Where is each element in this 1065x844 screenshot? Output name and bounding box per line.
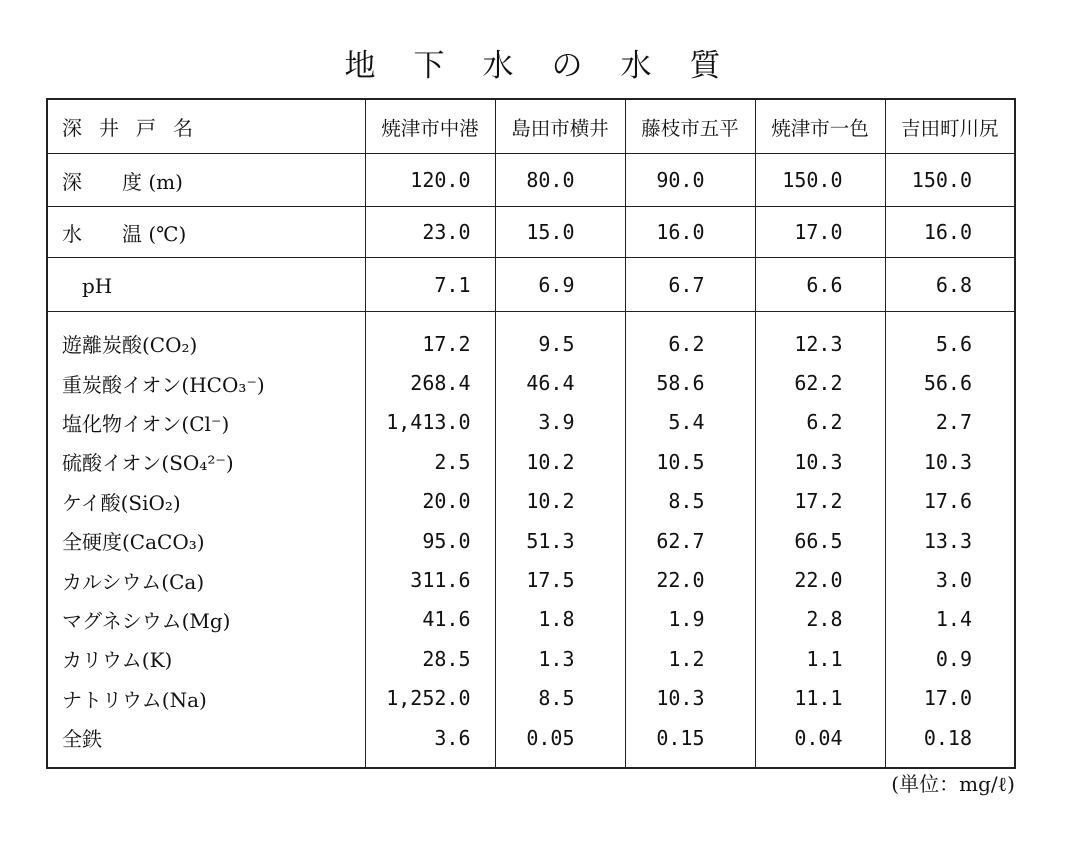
value-cell: 10.2 [495, 442, 625, 481]
site-header: 藤枝市五平 [625, 99, 755, 154]
table-row [47, 679, 1015, 718]
row-label: 遊離炭酸(CO₂) [62, 333, 198, 358]
value-cell: 1,252.0 [365, 679, 495, 718]
row-label: 硫酸イオン(SO₄²⁻) [62, 451, 234, 476]
value-cell: 20.0 [365, 482, 495, 521]
value-cell: 90.0 [625, 154, 755, 207]
value-cell: 2.8 [755, 600, 885, 639]
row-label: ナトリウム(Na) [62, 687, 207, 712]
value-cell: 23.0 [365, 207, 495, 258]
table-row [47, 442, 1015, 481]
value-cell: 5.6 [885, 312, 1015, 364]
value-cell: 2.5 [365, 442, 495, 481]
value-cell: 1.9 [625, 600, 755, 639]
site-header: 島田市横井 [495, 99, 625, 154]
row-label: 全硬度(CaCO₃) [62, 530, 205, 555]
table-row [47, 560, 1015, 599]
value-cell: 0.04 [755, 718, 885, 768]
value-cell: 268.4 [365, 363, 495, 402]
value-cell: 1.8 [495, 600, 625, 639]
value-cell: 10.3 [755, 442, 885, 481]
table-row [47, 639, 1015, 678]
site-header: 吉田町川尻 [885, 99, 1015, 154]
value-cell: 56.6 [885, 363, 1015, 402]
value-cell: 3.9 [495, 403, 625, 442]
value-cell: 11.1 [755, 679, 885, 718]
row-label: 重炭酸イオン(HCO₃⁻) [62, 372, 265, 397]
table-row [47, 207, 1015, 258]
value-cell: 3.6 [365, 718, 495, 768]
row-label: 塩化物イオン(Cl⁻) [62, 411, 230, 436]
value-cell: 10.3 [625, 679, 755, 718]
value-cell: 311.6 [365, 560, 495, 599]
row-label: pH [47, 258, 365, 312]
value-cell: 150.0 [885, 154, 1015, 207]
table-row [47, 363, 1015, 402]
row-label: カルシウム(Ca) [62, 569, 205, 594]
value-cell: 22.0 [755, 560, 885, 599]
value-cell: 46.4 [495, 363, 625, 402]
table-row [47, 403, 1015, 442]
value-cell: 10.3 [885, 442, 1015, 481]
site-header: 焼津市中港 [365, 99, 495, 154]
value-cell: 1,413.0 [365, 403, 495, 442]
value-cell: 6.6 [755, 258, 885, 312]
value-cell: 7.1 [365, 258, 495, 312]
value-cell: 1.4 [885, 600, 1015, 639]
value-cell: 80.0 [495, 154, 625, 207]
table-row [47, 482, 1015, 521]
table-row [47, 600, 1015, 639]
value-cell: 10.2 [495, 482, 625, 521]
value-cell: 6.8 [885, 258, 1015, 312]
value-cell: 15.0 [495, 207, 625, 258]
value-cell: 16.0 [625, 207, 755, 258]
page-title: 地下水の水質 [344, 48, 759, 84]
value-cell: 1.3 [495, 639, 625, 678]
row-label: カリウム(K) [62, 648, 173, 673]
value-cell: 10.5 [625, 442, 755, 481]
value-cell: 17.2 [365, 312, 495, 364]
value-cell: 1.1 [755, 639, 885, 678]
water-quality-table [46, 98, 1016, 769]
value-cell: 62.7 [625, 521, 755, 560]
row-label: 深 度 (m) [47, 154, 365, 207]
value-cell: 0.15 [625, 718, 755, 768]
header-row [47, 99, 1015, 154]
table-row [47, 258, 1015, 312]
row-label: 水 温 (℃) [47, 207, 365, 258]
value-cell: 6.7 [625, 258, 755, 312]
value-cell: 8.5 [625, 482, 755, 521]
value-cell: 17.6 [885, 482, 1015, 521]
value-cell: 8.5 [495, 679, 625, 718]
value-cell: 9.5 [495, 312, 625, 364]
value-cell: 66.5 [755, 521, 885, 560]
table-row [47, 154, 1015, 207]
value-cell: 17.0 [755, 207, 885, 258]
value-cell: 17.5 [495, 560, 625, 599]
unit-note: (単位：mg/ℓ) [891, 772, 1015, 796]
value-cell: 17.0 [885, 679, 1015, 718]
value-cell: 0.18 [885, 718, 1015, 768]
value-cell: 3.0 [885, 560, 1015, 599]
value-cell: 1.2 [625, 639, 755, 678]
header-label: 深井戸名 [47, 99, 365, 154]
table-row [47, 718, 1015, 768]
value-cell: 12.3 [755, 312, 885, 364]
row-label: マグネシウム(Mg) [62, 608, 231, 633]
value-cell: 6.2 [755, 403, 885, 442]
value-cell: 5.4 [625, 403, 755, 442]
value-cell: 17.2 [755, 482, 885, 521]
table-row [47, 521, 1015, 560]
value-cell: 95.0 [365, 521, 495, 560]
row-label: ケイ酸(SiO₂) [62, 490, 181, 515]
value-cell: 6.2 [625, 312, 755, 364]
value-cell: 51.3 [495, 521, 625, 560]
value-cell: 6.9 [495, 258, 625, 312]
value-cell: 62.2 [755, 363, 885, 402]
table-row [47, 312, 1015, 364]
value-cell: 41.6 [365, 600, 495, 639]
value-cell: 0.05 [495, 718, 625, 768]
value-cell: 28.5 [365, 639, 495, 678]
value-cell: 2.7 [885, 403, 1015, 442]
value-cell: 13.3 [885, 521, 1015, 560]
value-cell: 120.0 [365, 154, 495, 207]
value-cell: 58.6 [625, 363, 755, 402]
row-label: 全鉄 [62, 727, 102, 752]
value-cell: 16.0 [885, 207, 1015, 258]
value-cell: 0.9 [885, 639, 1015, 678]
value-cell: 22.0 [625, 560, 755, 599]
site-header: 焼津市一色 [755, 99, 885, 154]
value-cell: 150.0 [755, 154, 885, 207]
